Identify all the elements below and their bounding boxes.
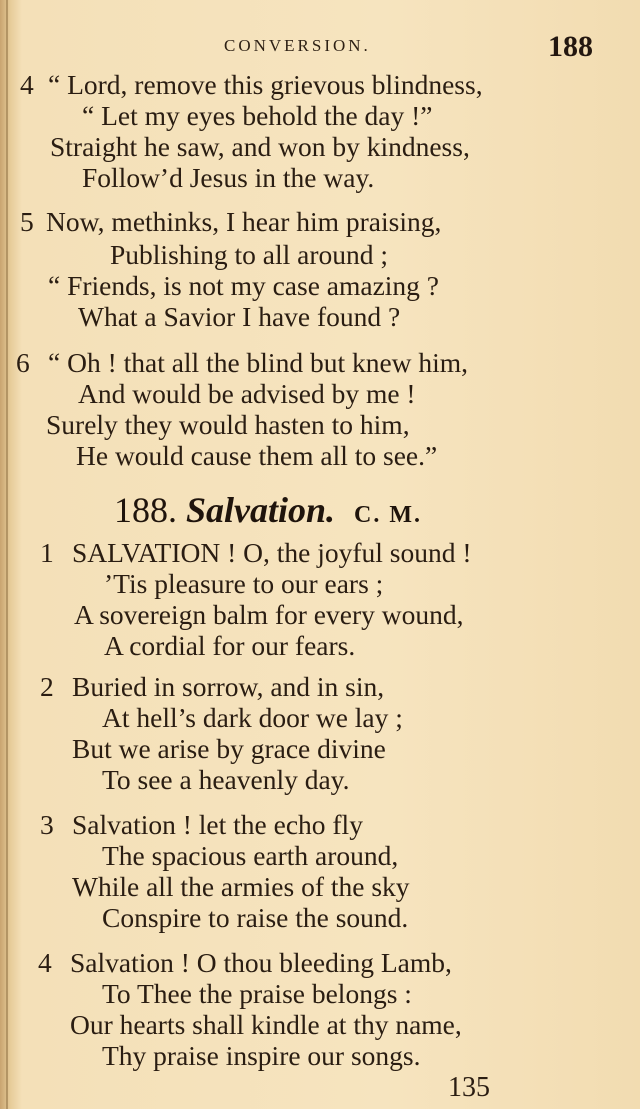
verse-line: Straight he saw, and won by kindness, xyxy=(50,131,470,162)
verse-line: “ Lord, remove this grievous blindness, xyxy=(48,69,483,100)
verse-line: Now, methinks, I hear him praising, xyxy=(46,206,442,237)
running-head: CONVERSION. xyxy=(224,36,371,55)
verse-line: Our hearts shall kindle at thy name, xyxy=(70,1009,462,1040)
verse-line: And would be advised by me ! xyxy=(78,378,416,409)
stanza-number: 4 xyxy=(38,947,52,978)
verse-line: A cordial for our fears. xyxy=(104,630,356,661)
verse-line: Thy praise inspire our songs. xyxy=(102,1040,421,1071)
stanza-number: 1 xyxy=(40,537,54,568)
verse-line: Conspire to raise the sound. xyxy=(102,902,409,933)
verse-line: To see a heavenly day. xyxy=(102,764,350,795)
signature-number: 135 xyxy=(448,1072,490,1103)
hymn-meter: C. M. xyxy=(354,502,423,528)
stanza-number: 4 xyxy=(20,69,34,100)
hymn-title xyxy=(114,490,422,535)
stanza-number: 2 xyxy=(40,671,54,702)
verse-line: To Thee the praise belongs : xyxy=(102,978,412,1009)
verse-line: “ Let my eyes behold the day !” xyxy=(82,100,433,131)
page-gutter-edge xyxy=(6,0,8,1109)
verse-line: Publishing to all around ; xyxy=(110,239,389,270)
verse-line: He would cause them all to see.” xyxy=(76,440,438,471)
verse-line: Buried in sorrow, and in sin, xyxy=(72,671,385,702)
verse-line: “ Friends, is not my case amazing ? xyxy=(48,270,440,301)
hymn-name: Salvation. xyxy=(186,490,336,530)
stanza-number: 3 xyxy=(40,809,54,840)
verse-line: A sovereign balm for every wound, xyxy=(74,599,464,630)
verse-line: Salvation ! O thou bleeding Lamb, xyxy=(70,947,452,978)
verse-line: The spacious earth around, xyxy=(102,840,399,871)
verse-line: While all the armies of the sky xyxy=(72,871,410,902)
verse-line: Surely they would hasten to him, xyxy=(46,409,410,440)
stanza-number: 5 xyxy=(20,206,34,237)
verse-line: Follow’d Jesus in the way. xyxy=(82,162,375,193)
verse-line: What a Savior I have found ? xyxy=(78,301,401,332)
verse-line: ’Tis pleasure to our ears ; xyxy=(104,568,384,599)
verse-line: SALVATION ! O, the joyful sound ! xyxy=(72,537,472,568)
verse-line: At hell’s dark door we lay ; xyxy=(102,702,403,733)
verse-line: But we arise by grace divine xyxy=(72,733,386,764)
stanza-number: 6 xyxy=(16,347,30,378)
verse-line: “ Oh ! that all the blind but knew him, xyxy=(48,347,469,378)
verse-line: Salvation ! let the echo fly xyxy=(72,809,363,840)
page-number: 188 xyxy=(548,30,593,63)
hymn-number: 188. xyxy=(114,490,177,530)
